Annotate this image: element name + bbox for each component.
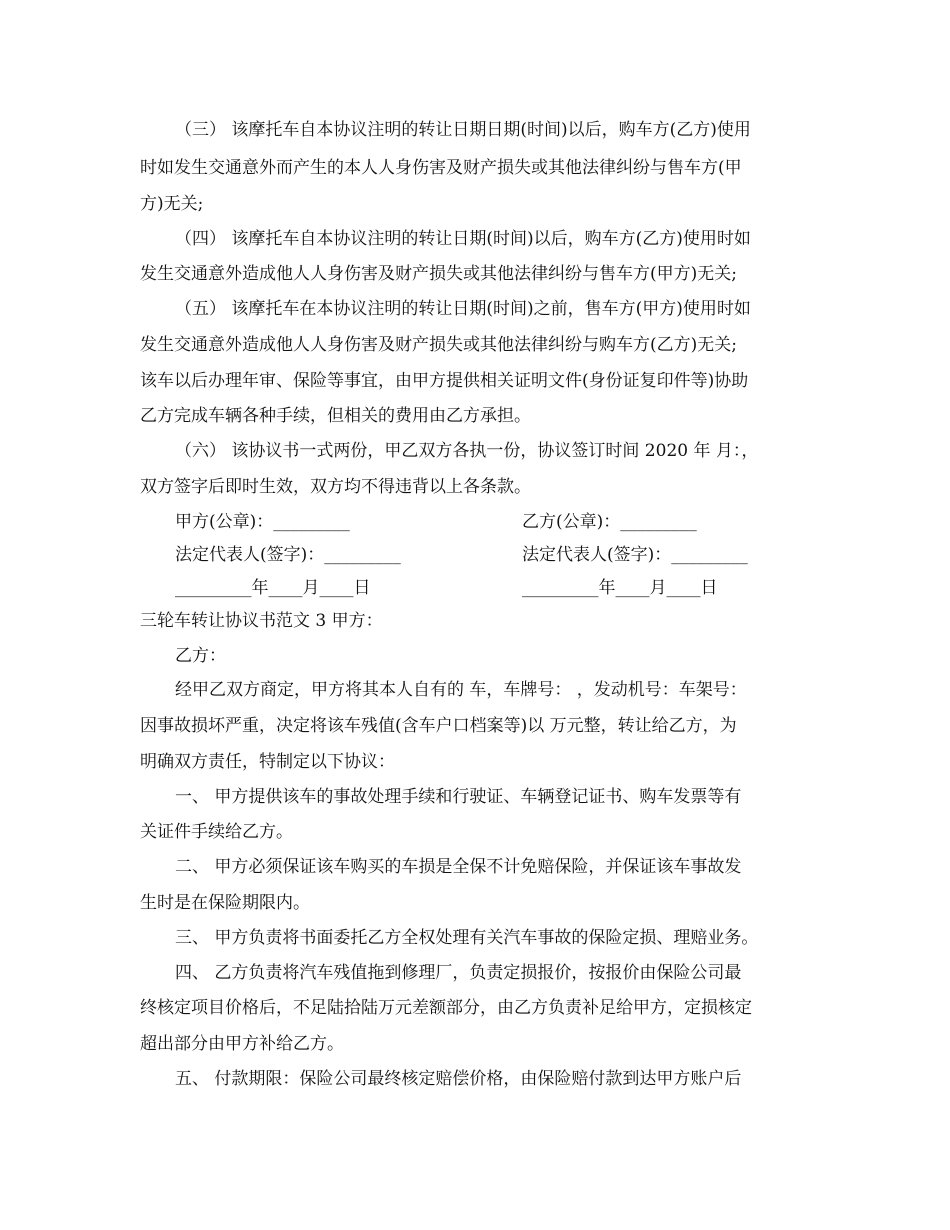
intro-line-2: 因事故损坏严重，决定将该车残值(含车户口档案等)以 万元整，转让给乙方，为 xyxy=(140,716,737,736)
clause-4-line-3: 超出部分由甲方补给乙方。 xyxy=(140,1034,344,1054)
clause-1-line-2: 关证件手续给乙方。 xyxy=(140,822,293,842)
section-title: 三轮车转让协议书范文 3 甲方： xyxy=(140,611,383,631)
clause-5-line-1: 五、 付款期限：保险公司最终核定赔偿价格，由保险赔付款到达甲方账户后 xyxy=(175,1069,742,1089)
clause-4-line-2: 终核定项目价格后，不足陆拾陆万元差额部分，由乙方负责补足给甲方，定损核定 xyxy=(140,998,752,1018)
clause-2-line-1: 二、 甲方必须保证该车购买的车损是全保不计免赔保险，并保证该车事故发 xyxy=(175,857,742,877)
paragraph-5-line-4: 乙方完成车辆各种手续，但相关的费用由乙方承担。 xyxy=(140,406,531,426)
clause-4-line-1: 四、 乙方负责将汽车残值拖到修理厂，负责定损报价，按报价由保险公司最 xyxy=(175,963,742,983)
paragraph-6-line-2: 双方签字后即时生效，双方均不得违背以上各条款。 xyxy=(140,477,531,497)
paragraph-4-line-1: （四） 该摩托车自本协议注明的转让日期(时间)以后，购车方(乙方)使用时如 xyxy=(175,229,751,249)
paragraph-4-line-2: 发生交通意外造成他人人身伤害及财产损失或其他法律纠纷与售车方(甲方)无关; xyxy=(140,264,737,284)
paragraph-5-line-1: （五） 该摩托车在本协议注明的转让日期(时间)之前，售车方(甲方)使用时如 xyxy=(175,299,751,319)
paragraph-3-line-2: 时如发生交通意外而产生的本人人身伤害及财产损失或其他法律纠纷与售车方(甲 xyxy=(140,158,742,178)
paragraph-6-line-1: （六） 该协议书一式两份，甲乙双方各执一份，协议签订时间 2020 年 月：， xyxy=(175,441,759,461)
party-a-representative: 法定代表人(签字)：_________ xyxy=(175,545,401,565)
party-b-seal: 乙方(公章)：_________ xyxy=(522,512,697,532)
clause-2-line-2: 生时是在保险期限内。 xyxy=(140,893,310,913)
paragraph-5-line-2: 发生交通意外造成他人人身伤害及财产损失或其他法律纠纷与购车方(乙方)无关; xyxy=(140,335,737,355)
paragraph-3-line-1: （三） 该摩托车自本协议注明的转让日期日期(时间)以后，购车方(乙方)使用 xyxy=(175,120,751,140)
party-b-date: _________年____月____日 xyxy=(522,578,718,598)
intro-line-3: 明确双方责任，特制定以下协议： xyxy=(140,752,395,772)
party-a-seal: 甲方(公章)：_________ xyxy=(175,512,350,532)
party-b-label: 乙方： xyxy=(175,646,226,666)
clause-3-line-1: 三、 甲方负责将书面委托乙方全权处理有关汽车事故的保险定损、理赔业务。 xyxy=(175,928,759,948)
party-b-representative: 法定代表人(签字)：_________ xyxy=(522,545,748,565)
paragraph-3-line-3: 方)无关; xyxy=(140,194,204,214)
clause-1-line-1: 一、 甲方提供该车的事故处理手续和行驶证、车辆登记证书、购车发票等有 xyxy=(175,787,742,807)
intro-line-1: 经甲乙双方商定，甲方将其本人自有的 车，车牌号： ，发动机号：车架号： xyxy=(175,680,747,700)
party-a-date: _________年____月____日 xyxy=(175,578,371,598)
paragraph-5-line-3: 该车以后办理年审、保险等事宜，由甲方提供相关证明文件(身份证复印件等)协助 xyxy=(140,371,749,391)
